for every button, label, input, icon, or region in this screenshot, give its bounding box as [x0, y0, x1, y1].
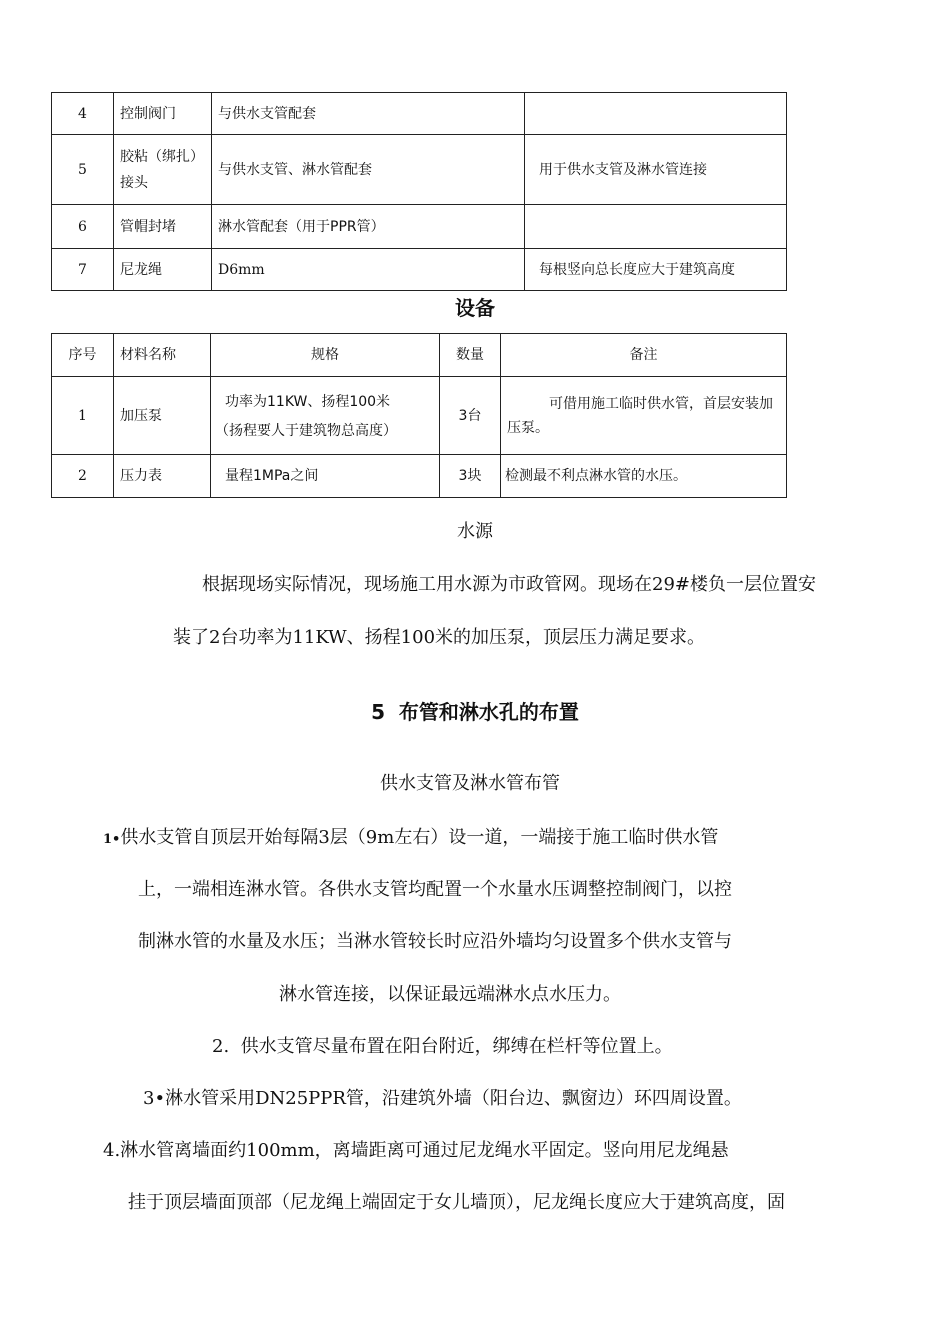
item-4-line-2: 挂于顶层墙面顶部（尼龙绳上端固定于女儿墙顶），尼龙绳长度应大于建筑高度，固	[128, 1192, 785, 1213]
water-source-title: 水源	[457, 521, 493, 542]
material-note	[525, 93, 787, 135]
table-row	[52, 205, 787, 249]
water-source-line-2: 装了2台功率为11KW、扬程100米的加压泵，顶层压力满足要求。	[173, 627, 706, 648]
equipment-title: 设备	[455, 296, 495, 320]
item-1-line-4: 淋水管连接，以保证最远端淋水点水压力。	[279, 984, 621, 1005]
material-note	[525, 205, 787, 249]
equipment-name: 压力表	[114, 455, 211, 498]
table-header-row	[52, 334, 787, 377]
header-spec: 规格	[211, 334, 440, 377]
spec-line-1: 功率为11KW、扬程100米	[225, 393, 391, 410]
material-note: 用于供水支管及淋水管连接	[525, 135, 787, 205]
row-number: 1	[52, 377, 114, 455]
item-2: 2. 供水支管尽量布置在阳台附近，绑缚在栏杆等位置上。	[212, 1036, 673, 1057]
item-1-text: 供水支管自顶层开始每隔3层（9m左右）设一道，一端接于施工临时供水管	[120, 827, 719, 848]
equipment-table	[51, 333, 787, 498]
equipment-qty: 3台	[440, 377, 501, 455]
item-1-line-3: 制淋水管的水量及水压；当淋水管较长时应沿外墙均匀设置多个供水支管与	[138, 931, 732, 952]
material-spec: D6mm	[212, 249, 525, 291]
equipment-note: 检测最不利点淋水管的水压。	[501, 455, 787, 498]
header-name: 材料名称	[114, 334, 211, 377]
material-note: 每根竖向总长度应大于建筑高度	[525, 249, 787, 291]
materials-table-continued	[51, 92, 787, 291]
item-1-prefix: 1•	[103, 832, 121, 847]
equipment-spec: 量程1MPa之间	[211, 455, 440, 498]
table-row	[52, 249, 787, 291]
equipment-qty: 3块	[440, 455, 501, 498]
row-number: 7	[52, 249, 114, 291]
material-name: 控制阀门	[114, 93, 212, 135]
spec-line-2: （扬程要人于建筑物总高度）	[215, 422, 397, 439]
table-row	[52, 455, 787, 498]
item-3: 3•淋水管采用DN25PPR管，沿建筑外墙（阳台边、飘窗边）环四周设置。	[143, 1088, 742, 1109]
item-1-line-1	[103, 826, 718, 852]
equipment-spec	[211, 377, 440, 455]
header-qty: 数量	[440, 334, 501, 377]
row-number: 5	[52, 135, 114, 205]
item-4-line-1: 4.淋水管离墙面约100mm，离墙距离可通过尼龙绳水平固定。竖向用尼龙绳悬	[103, 1140, 729, 1161]
table-row	[52, 135, 787, 205]
section-5-subtitle: 供水支管及淋水管布管	[380, 773, 560, 794]
material-spec: 淋水管配套（用于PPR管）	[212, 205, 525, 249]
material-name: 管帽封堵	[114, 205, 212, 249]
equipment-note: 可借用施工临时供水管，首层安装加压泵。	[501, 377, 787, 455]
table-row	[52, 377, 787, 455]
header-no: 序号	[52, 334, 114, 377]
header-note: 备注	[501, 334, 787, 377]
row-number: 6	[52, 205, 114, 249]
section-5-title: 5 布管和淋水孔的布置	[371, 700, 579, 724]
row-number: 4	[52, 93, 114, 135]
material-spec: 与供水支管、淋水管配套	[212, 135, 525, 205]
material-name: 胶粘（绑扎）接头	[114, 135, 212, 205]
water-source-line-1: 根据现场实际情况，现场施工用水源为市政管网。现场在29#楼负一层位置安	[202, 574, 816, 595]
row-number: 2	[52, 455, 114, 498]
table-row	[52, 93, 787, 135]
item-1-line-2: 上，一端相连淋水管。各供水支管均配置一个水量水压调整控制阀门，以控	[138, 879, 732, 900]
material-name: 尼龙绳	[114, 249, 212, 291]
equipment-name: 加压泵	[114, 377, 211, 455]
material-spec: 与供水支管配套	[212, 93, 525, 135]
